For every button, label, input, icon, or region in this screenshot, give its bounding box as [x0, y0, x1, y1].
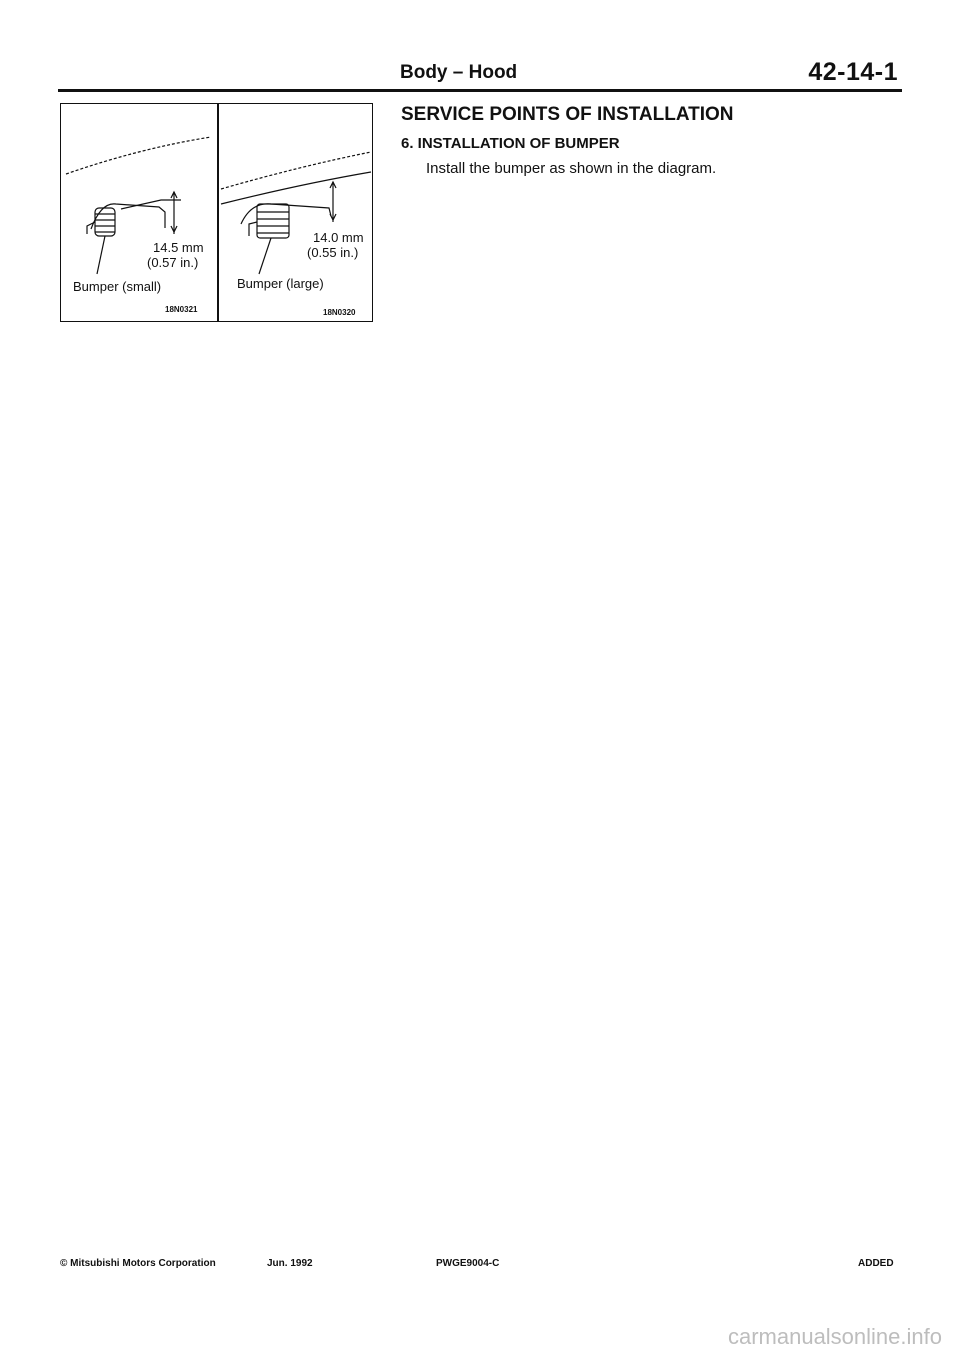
right-bumper-label: Bumper (large) [237, 276, 324, 291]
page-number: 42-14-1 [808, 58, 898, 86]
right-dimension-in: (0.55 in.) [307, 245, 359, 260]
bumper-diagram [60, 103, 373, 322]
right-figure-code: 18N0320 [323, 308, 356, 317]
figure-divider [217, 104, 219, 321]
left-dimension-in: (0.57 in.) [147, 255, 199, 270]
footer-copyright: © Mitsubishi Motors Corporation [60, 1258, 216, 1269]
footer-date: Jun. 1992 [267, 1258, 313, 1269]
section-title-header: Body – Hood [400, 62, 518, 83]
site-watermark: carmanualsonline.info [727, 1324, 942, 1349]
left-bumper-label: Bumper (small) [73, 279, 162, 294]
footer-status: ADDED [858, 1258, 894, 1269]
header-rule [58, 89, 902, 92]
step-title: 6. INSTALLATION OF BUMPER [401, 135, 620, 152]
step-instruction: Install the bumper as shown in the diagram. [426, 160, 717, 177]
left-dimension-mm: 14.5 mm [153, 240, 204, 255]
left-figure-code: 18N0321 [165, 305, 198, 314]
service-points-title: SERVICE POINTS OF INSTALLATION [401, 104, 734, 125]
footer-doc-code: PWGE9004-C [436, 1258, 500, 1269]
right-dimension-mm: 14.0 mm [313, 230, 364, 245]
